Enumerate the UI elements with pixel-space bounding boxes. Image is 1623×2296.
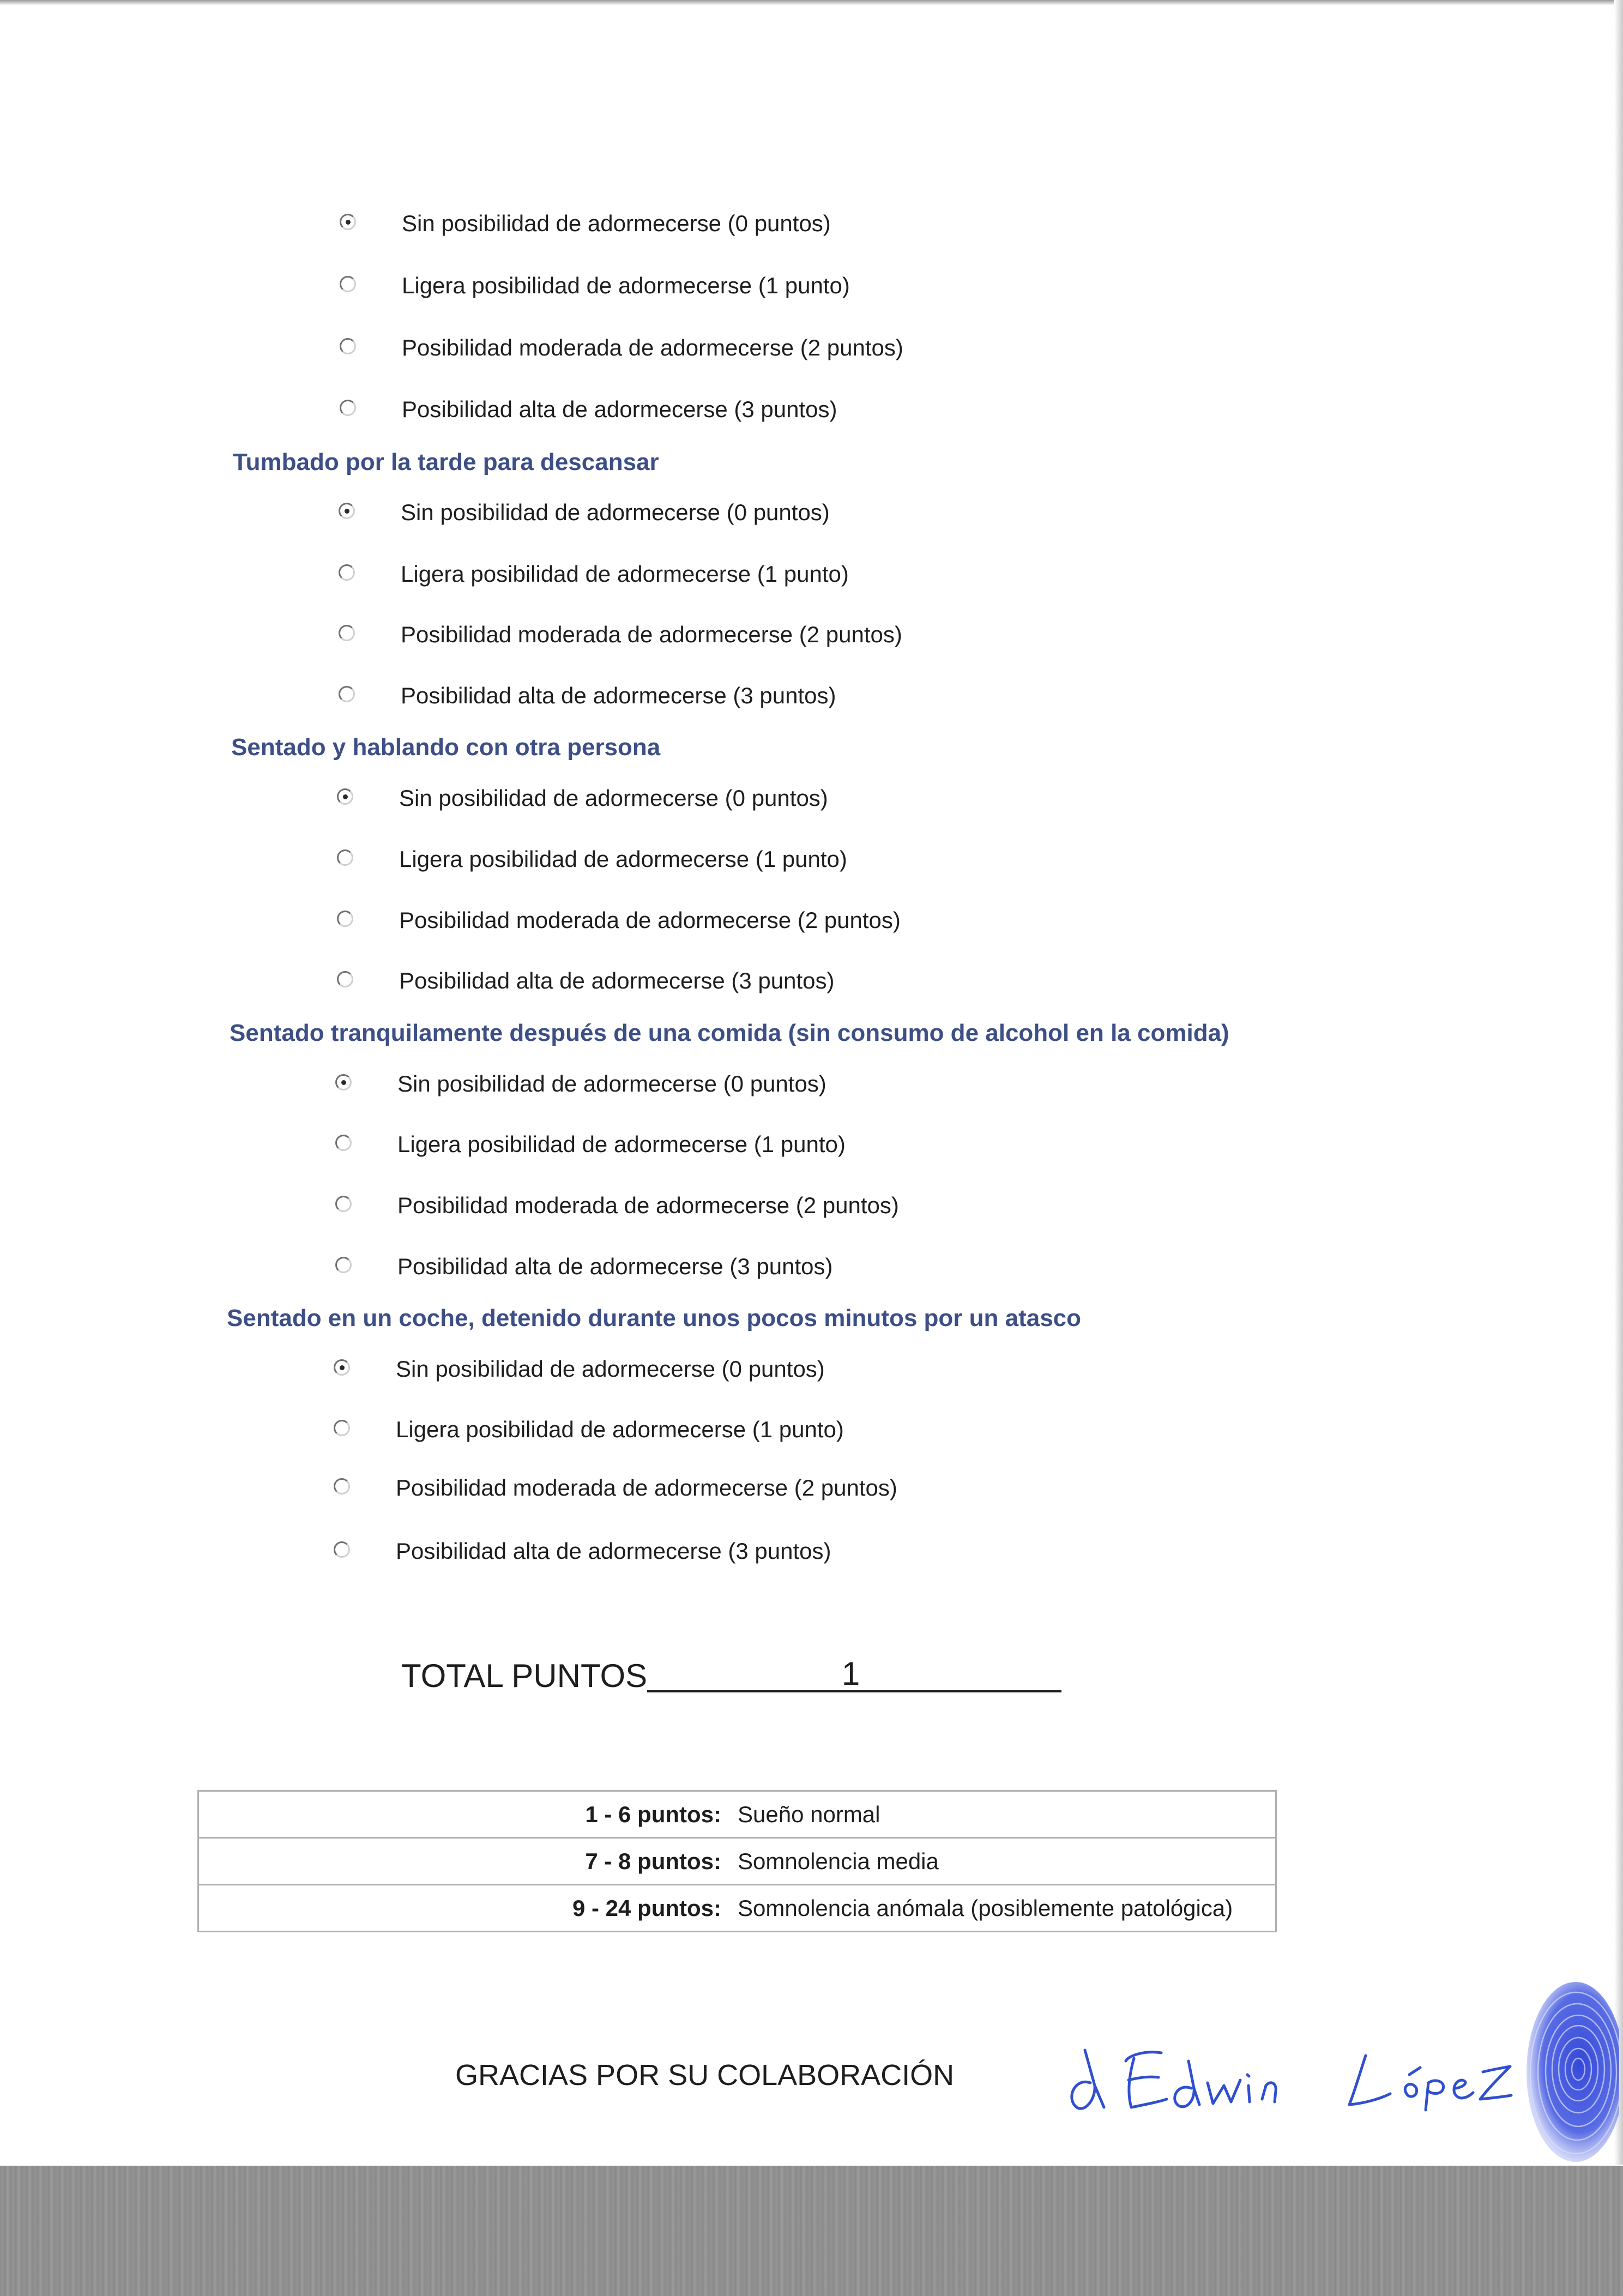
- option-label: Sin posibilidad de adormecerse (0 puntos): [401, 499, 830, 525]
- total-points: [401, 1655, 1061, 1694]
- radio-button[interactable]: [339, 503, 355, 519]
- handwritten-signature: [1052, 2017, 1516, 2126]
- total-label: TOTAL PUNTOS: [401, 1658, 648, 1694]
- total-value: 1: [841, 1655, 860, 1692]
- section-title: Sentado tranquilamente después de una comida (sin consumo de alcohol en la comida): [230, 1020, 1229, 1046]
- radio-button[interactable]: [334, 1359, 350, 1376]
- score-description: Sueño normal: [738, 1791, 1276, 1838]
- section-title: Sentado y hablando con otra persona: [231, 734, 661, 761]
- table-row: [198, 1885, 1276, 1932]
- radio-button[interactable]: [335, 1074, 352, 1090]
- radio-button[interactable]: [335, 1196, 352, 1212]
- thanks-message: GRACIAS POR SU COLABORACIÓN: [455, 2059, 955, 2092]
- table-row: [198, 1791, 1276, 1838]
- option-label: Posibilidad alta de adormecerse (3 puntos): [397, 1254, 833, 1279]
- score-description: Somnolencia media: [738, 1838, 1276, 1885]
- scan-top-edge: [0, 0, 1623, 5]
- option-label: Sin posibilidad de adormecerse (0 puntos): [396, 1356, 825, 1382]
- option-label: Sin posibilidad de adormecerse (0 puntos): [399, 785, 828, 811]
- radio-button[interactable]: [340, 276, 356, 292]
- option-label: Sin posibilidad de adormecerse (0 puntos): [397, 1071, 826, 1096]
- section-title: Sentado en un coche, detenido durante unos pocos minutos por un atasco: [227, 1305, 1082, 1331]
- option-label: Ligera posibilidad de adormecerse (1 punto): [399, 846, 847, 872]
- radio-button[interactable]: [340, 400, 356, 416]
- radio-button[interactable]: [334, 1478, 350, 1494]
- option-label: Ligera posibilidad de adormecerse (1 punto): [401, 561, 849, 587]
- option-label: Posibilidad alta de adormecerse (3 puntos): [399, 968, 835, 993]
- option-label: Posibilidad moderada de adormecerse (2 puntos): [401, 622, 902, 647]
- radio-button[interactable]: [334, 1541, 350, 1558]
- radio-button[interactable]: [340, 214, 356, 230]
- table-row: [198, 1838, 1276, 1885]
- total-underline-before: [647, 1655, 860, 1692]
- option-label: Posibilidad moderada de adormecerse (2 puntos): [402, 335, 903, 360]
- option-label: Posibilidad moderada de adormecerse (2 puntos): [397, 1192, 899, 1218]
- option-label: Ligera posibilidad de adormecerse (1 punto): [402, 273, 850, 298]
- radio-button[interactable]: [337, 788, 353, 805]
- scan-bottom-area: [0, 2166, 1623, 2296]
- radio-button[interactable]: [337, 849, 353, 866]
- score-range: 1 - 6 puntos:: [198, 1791, 738, 1838]
- option-label: Posibilidad alta de adormecerse (3 puntos): [396, 1538, 831, 1564]
- score-range: 9 - 24 puntos:: [198, 1885, 738, 1932]
- section-title: Tumbado por la tarde para descansar: [233, 449, 659, 475]
- radio-button[interactable]: [339, 686, 355, 702]
- score-range: 7 - 8 puntos:: [198, 1838, 738, 1885]
- option-label: Posibilidad alta de adormecerse (3 puntos): [401, 683, 836, 708]
- total-underline-after: [860, 1658, 1061, 1692]
- option-label: Posibilidad alta de adormecerse (3 puntos): [402, 396, 837, 422]
- radio-button[interactable]: [340, 338, 356, 354]
- radio-button[interactable]: [339, 564, 355, 581]
- option-label: Ligera posibilidad de adormecerse (1 punto): [397, 1131, 846, 1157]
- fingerprint-image: [1518, 1974, 1619, 2165]
- radio-button[interactable]: [339, 625, 355, 641]
- option-label: Sin posibilidad de adormecerse (0 puntos): [402, 210, 831, 236]
- option-label: Posibilidad moderada de adormecerse (2 puntos): [396, 1475, 897, 1500]
- radio-button[interactable]: [337, 911, 353, 927]
- option-label: Posibilidad moderada de adormecerse (2 puntos): [399, 907, 901, 933]
- radio-button[interactable]: [337, 971, 353, 987]
- option-label: Ligera posibilidad de adormecerse (1 punto): [396, 1417, 844, 1442]
- radio-button[interactable]: [334, 1420, 350, 1436]
- scan-right-edge: [1614, 0, 1623, 2165]
- radio-button[interactable]: [335, 1257, 352, 1273]
- score-description: Somnolencia anómala (posiblemente patológica): [738, 1885, 1276, 1932]
- radio-button[interactable]: [335, 1135, 352, 1151]
- score-interpretation-table: [197, 1790, 1277, 1932]
